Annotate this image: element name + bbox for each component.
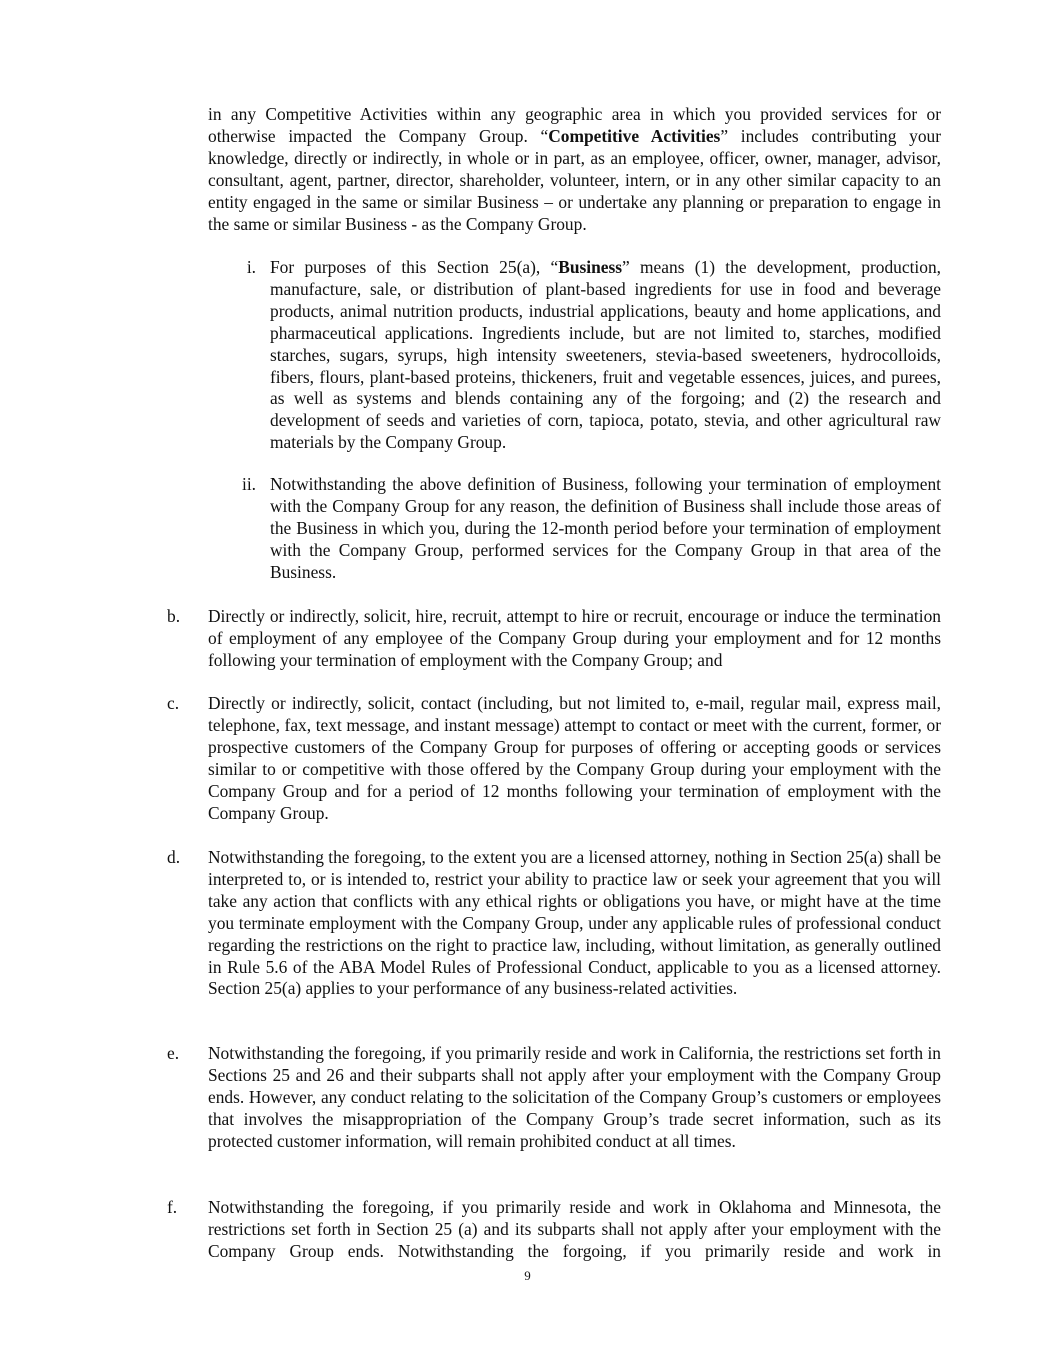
subitem-marker-i: i.: [246, 257, 256, 277]
item-marker-c: c.: [167, 693, 180, 713]
item-marker-e: e.: [167, 1043, 180, 1063]
item-marker-f: f.: [167, 1197, 178, 1217]
intro-text-2: ” includes contributing your knowledge, directly or indirectly, in whole or in part, as an employee, officer, owner, manager, advisor, consultant, agent, partner, director, shareholder, volunteer, intern, or in any other similar capacity to an entity engaged in the same or similar Business – or undertake any planning or preparation to engage in the same or similar Business - as the Company Group.: [208, 125, 941, 234]
item-paragraph-f: Notwithstanding the foregoing, if you primarily reside and work in Oklahoma and Minnesota, the restrictions set forth in Section 25 (a) and its subparts shall not apply after your employment with the Company Group ends. Notwithstanding the forgoing, if you primarily reside and work in: [208, 1197, 941, 1261]
intro-term: Competitive Activities: [548, 125, 721, 146]
intro-text-1: in any Competitive Activities within any geographic area in which you provided services for or otherwise impacted the Company Group. “: [208, 104, 941, 146]
subitem-marker-ii: ii.: [241, 474, 256, 494]
item-marker-b: b.: [167, 606, 181, 626]
subitem-i-text-1: For purposes of this Section 25(a), “: [270, 257, 559, 277]
item-marker-d: d.: [167, 847, 181, 867]
page-number: 9: [524, 1268, 531, 1283]
item-paragraph-c: Directly or indirectly, solicit, contact (including, but not limited to, e-mail, regular mail, express mail, telephone, fax, text message, and instant message) attempt to contact or meet with the current, former, or prospective customers of the Company Group for purposes of offering or accepting goods or services similar to or competitive with those offered by the Company Group during your employment with the Company Group and for a period of 12 months following your termination of employment with the Company Group.: [208, 693, 941, 823]
item-paragraph-d: Notwithstanding the foregoing, to the extent you are a licensed attorney, nothing in Section 25(a) shall be interpreted to, or is intended to, restrict your ability to practice law or seek your agreement that you will take any action that conflicts with any ethical rights or obligations you have, or might have at the time you terminate employment with the Company Group, under any applicable rules of professional conduct regarding the restrictions on the right to practice law, including, without limitation, as generally outlined in Rule 5.6 of the ABA Model Rules of Professional Conduct, applicable to you as a licensed attorney. Section 25(a) applies to your performance of any business-related activities.: [208, 847, 941, 999]
item-paragraph-b: Directly or indirectly, solicit, hire, recruit, attempt to hire or recruit, encourage or induce the termination of employment of any employee of the Company Group during your employment and for 12 months following your termination of employment with the Company Group; and: [208, 606, 941, 670]
intro-paragraph: [208, 104, 941, 235]
subitem-paragraph-ii: Notwithstanding the above definition of Business, following your termination of employment with the Company Group for any reason, the definition of Business shall include those areas of the Business in which you, during the 12-month period before your termination of employment with the Company Group, performed services for the Company Group in that area of the Business.: [270, 474, 941, 582]
subitem-i-text-2: ” means (1) the development, production, manufacture, sale, or distribution of plant-based ingredients for use in food and beverage products, animal nutrition products, industrial applications, beauty and home applications, and pharmaceutical applications. Ingredients include, but are not limited to, starches, modified starches, sugars, syrups, high intensity sweeteners, stevia-based sweeteners, hydrocolloids, fibers, flours, plant-based proteins, thickeners, fruit and vegetable essences, juices, and purees, as well as systems and blends containing any of the forgoing; and (2) the research and development of seeds and varieties of corn, tapioca, potato, stevia, and other agricultural raw materials by the Company Group.: [270, 257, 941, 453]
subitem-i-term: Business: [558, 257, 623, 277]
item-paragraph-e: Notwithstanding the foregoing, if you primarily reside and work in California, the restrictions set forth in Sections 25 and 26 and their subparts shall not apply after your employment with the Company Group ends. However, any conduct relating to the solicitation of the Company Group’s customers or employees that involves the misappropriation of the Company Group’s trade secret information, such as its protected customer information, will remain prohibited conduct at all times.: [208, 1043, 941, 1151]
subitem-paragraph-i: [270, 257, 941, 454]
